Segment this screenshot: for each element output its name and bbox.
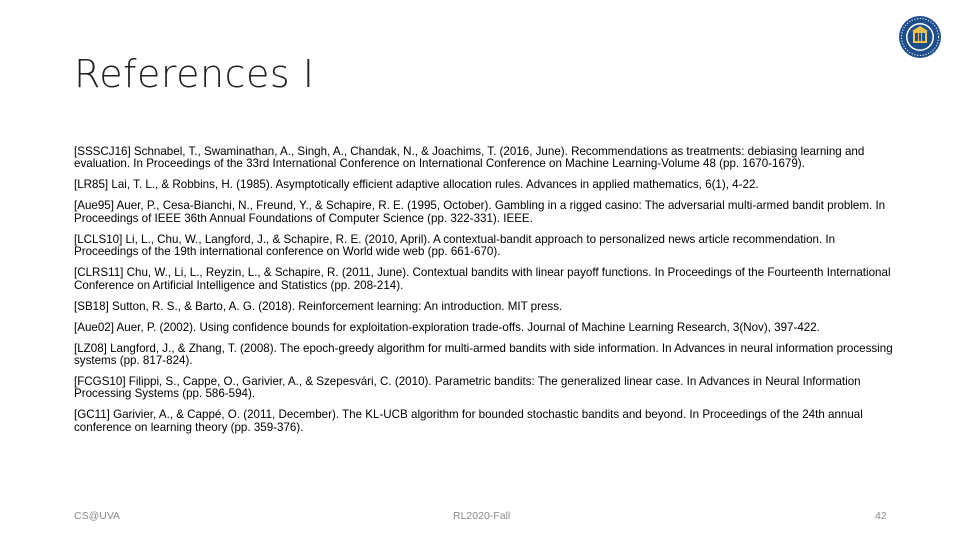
footer-term: RL2020-Fall bbox=[453, 510, 511, 522]
reference-item: [CLRS11] Chu, W., Li, L., Reyzin, L., & Schapire, R. (2011, June). Contextual bandits with linear payoff functions. In Proceedings of the Fourteenth International Conference on Artificial Intelligence and Statistics (pp. 208-214). bbox=[74, 266, 891, 292]
reference-item: [Aue95] Auer, P., Cesa-Bianchi, N., Freund, Y., & Schapire, R. E. (1995, October). Gambling in a rigged casino: The adversarial multi-armed bandit problem. In Proceedings of IEEE 36th Annual Foundations of Computer Science (pp. 322-331). IEEE. bbox=[74, 199, 886, 225]
footer-course: CS@UVA bbox=[74, 510, 121, 522]
reference-item: [LCLS10] Li, L., Chu, W., Langford, J., & Schapire, R. E. (2010, April). A contextual-bandit approach to personalized news article recommendation. In Proceedings of the 19th international conference on World wide web (pp. 661-670). bbox=[74, 232, 836, 259]
university-seal-icon bbox=[898, 15, 942, 59]
reference-item: [GC11] Garivier, A., & Cappé, O. (2011, December). The KL-UCB algorithm for bounded stochastic bandits and beyond. In Proceedings of the 24th annual conference on learning theory (pp. 359-376). bbox=[74, 408, 863, 434]
reference-item: [Aue02] Auer, P. (2002). Using confidence bounds for exploitation-exploration trade-offs. Journal of Machine Learning Research, 3(Nov), 397-422. bbox=[74, 320, 820, 334]
reference-item: [SB18] Sutton, R. S., & Barto, A. G. (2018). Reinforcement learning: An introduction. MIT press. bbox=[74, 299, 563, 313]
reference-item: [SSSCJ16] Schnabel, T., Swaminathan, A., Singh, A., Chandak, N., & Joachims, T. (2016, June). Recommendations as treatments: debiasing learning and evaluation. In Proceedings of the 33rd International Conference on International Conference on Machine Learning-Volume 48 (pp. 1670-1679). bbox=[74, 145, 865, 171]
reference-item: [LR85] Lai, T. L., & Robbins, H. (1985). Asymptotically efficient adaptive allocation rules. Advances in applied mathematics, 6(1), 4-22. bbox=[74, 178, 759, 192]
reference-item: [FCGS10] Filippi, S., Cappe, O., Garivier, A., & Szepesvári, C. (2010). Parametric bandits: The generalized linear case. In Advances in Neural Information Processing Systems (pp. 586-594). bbox=[74, 375, 861, 401]
references-list bbox=[74, 146, 896, 443]
slide-title: References I bbox=[74, 52, 315, 96]
page-number: 42 bbox=[875, 510, 887, 522]
reference-item: [LZ08] Langford, J., & Zhang, T. (2008). The epoch-greedy algorithm for multi-armed bandits with side information. In Advances in neural information processing systems (pp. 817-824). bbox=[74, 341, 893, 368]
